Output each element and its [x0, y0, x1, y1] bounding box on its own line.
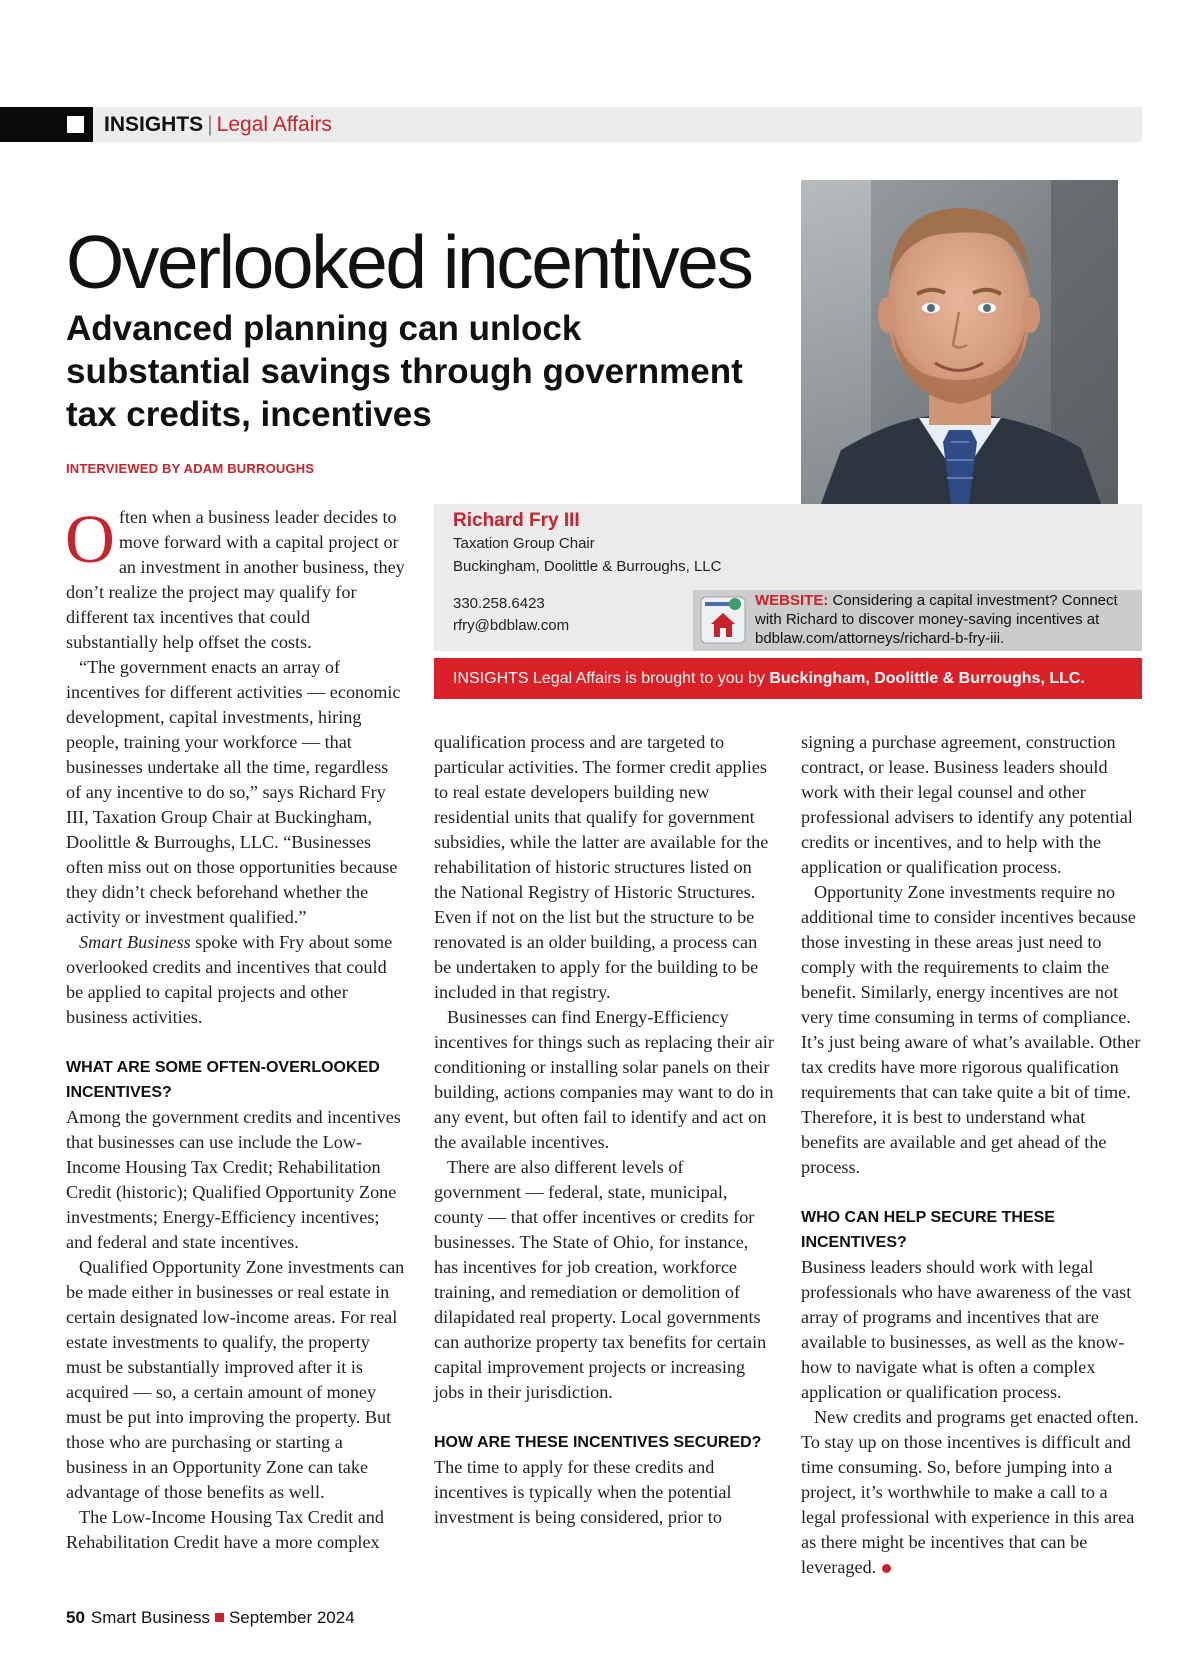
contact-role: Taxation Group Chair [453, 535, 595, 552]
paragraph: Businesses can find Energy-Efficiency incentives for things such as replacing their air conditioning or installing solar panels on their building, actions companies may want to do in any event, but often fail to identify and act on the available incentives. [434, 1007, 774, 1152]
page-number: 50 [66, 1608, 85, 1627]
section-heading: WHO CAN HELP SECURE THESE INCENTIVES? [801, 1209, 1055, 1251]
sponsor-company: Buckingham, Doolittle & Burroughs, LLC. [769, 670, 1085, 687]
paragraph: Among the government credits and incentives that businesses can use include the Low-Income Housing Tax Credit; Rehabilitation Credit (historic); Qualified Opportunity Zone investments; Energy-Efficiency incentives; and federal and state incentives. [66, 1107, 401, 1252]
sponsor-bar [434, 658, 1142, 699]
paragraph: Often when a business leader decides to move forward with a capital project or an investment in another business, they don’t realize the project may qualify for different tax incentives that could substantially help offset the costs. [65, 501, 405, 652]
section-separator: | [207, 113, 213, 136]
publication-name: Smart Business [79, 932, 191, 952]
publication-title: Smart Business [90, 1608, 210, 1627]
drop-cap: O [65, 501, 115, 577]
article-column-3 [801, 730, 1143, 1580]
paragraph: There are also different levels of government — federal, state, municipal, county — that offer incentives or credits for businesses. The State of Ohio, for instance, has incentives for job creation, workforce training, and remediation or demolition of dilapidated real property. Local governments can authorize property tax benefits for certain capital improvement projects or increasing jobs in their jurisdiction. [434, 1157, 767, 1402]
paragraph: New credits and programs get enacted often. To stay up on those incentives is difficult and time consuming. So, before jumping into a project, it’s worthwhile to make a call to a legal professional with experience in this area as there might be incentives that can be leveraged. [801, 1407, 1139, 1577]
article-column-2 [434, 730, 774, 1530]
paragraph: signing a purchase agreement, construction contract, or lease. Business leaders should work with their legal counsel and other professional advisers to identify any potential credits or incentives, and to help with the application or qualification process. [801, 732, 1133, 877]
sponsor-prefix: INSIGHTS Legal Affairs is brought to you by [453, 670, 765, 687]
portrait-illustration [801, 180, 1118, 504]
paragraph: Smart Business spoke with Fry about some overlooked credits and incentives that could be applied to capital projects and other business activities. [66, 932, 393, 1027]
paragraph: The time to apply for these credits and incentives is typically when the potential investment is being considered, prior to [434, 1457, 732, 1527]
footer-square-icon [215, 1613, 224, 1622]
contact-phone[interactable]: 330.258.6423 [453, 595, 545, 612]
contact-firm: Buckingham, Doolittle & Burroughs, LLC [453, 558, 722, 575]
paragraph: Qualified Opportunity Zone investments can be made either in businesses or real estate in certain designated low-income areas. For real estate investments to qualify, the property must be substantially improved after it is acquired — so, a certain amount of money must be put into improving the property. But those who are purchasing or starting a business in an Opportunity Zone can take advantage of those benefits as well. [66, 1257, 405, 1502]
section-heading: HOW ARE THESE INCENTIVES SECURED? [434, 1434, 762, 1451]
section-header-square-icon [67, 116, 84, 133]
issue-date: September 2024 [228, 1608, 355, 1627]
paragraph: The Low-Income Housing Tax Credit and Rehabilitation Credit have a more complex [66, 1507, 384, 1552]
paragraph: Opportunity Zone investments require no additional time to consider incentives because those investing in these areas just need to comply with the requirements to claim the benefit. Similarly, energy incentives are not very time consuming in terms of compliance. It’s just being aware of what’s available. Other tax credits have more rigorous qualification requirements that can take quite a bit of time. Therefore, it is best to understand what benefits are available and get ahead of the process. [801, 882, 1141, 1177]
article-column-1 [65, 501, 406, 1555]
contact-name: Richard Fry III [453, 510, 580, 531]
section-category: Legal Affairs [216, 113, 332, 136]
article-byline: INTERVIEWED BY ADAM BURROUGHS [66, 461, 315, 476]
page-footer [66, 1608, 355, 1628]
paragraph: Business leaders should work with legal professionals who have awareness of the vast array of programs and incentives that are available to businesses, as well as the know-how to navigate what is often a complex application or qualification process. [801, 1257, 1132, 1402]
paragraph: qualification process and are targeted to particular activities. The former credit applies to real estate developers building new residential units that qualify for government subsidies, while the latter are available for the rehabilitation of historic structures listed on the National Registry of Historic Structures. Even if not on the list but the structure to be renovated is an older building, a process can be undertaken to apply for the building to be included in that registry. [434, 732, 769, 1002]
website-text [755, 591, 1145, 648]
article-subtitle: Advanced planning can unlock substantial savings through government tax credits, incentives [66, 309, 743, 434]
website-label: WEBSITE: [755, 592, 829, 609]
website-description[interactable]: Considering a capital investment? Connect with Richard to discover money-saving incentives at bdblaw.com/attorneys/richard-b-fry-iii. [755, 592, 1118, 647]
portrait-photo [801, 180, 1118, 504]
article-title: Overlooked incentives [66, 220, 752, 304]
website-house-icon [700, 596, 746, 644]
end-mark-icon [882, 1564, 891, 1573]
paragraph: “The government enacts an array of incentives for different activities — economic development, capital investments, hiring people, training your workforce — that businesses undertake all the time, regardless of any incentive to do so,” says Richard Fry III, Taxation Group Chair at Buckingham, Doolittle & Burroughs, LLC. “Businesses often miss out on those opportunities because they didn’t check beforehand whether the activity or investment qualified.” [66, 657, 401, 927]
section-header [104, 107, 332, 142]
section-heading: WHAT ARE SOME OFTEN-OVERLOOKED INCENTIVES? [66, 1059, 380, 1101]
section-label: INSIGHTS [104, 113, 204, 136]
contact-email[interactable]: rfry@bdblaw.com [453, 617, 570, 634]
